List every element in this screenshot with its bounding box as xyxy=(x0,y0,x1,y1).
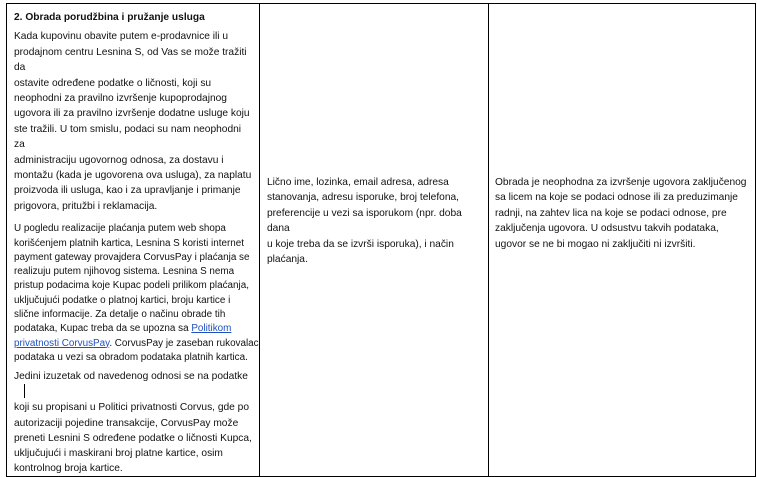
paragraph-text: podataka, Kupac treba da se upozna sa xyxy=(14,323,189,335)
paragraph-line: U pogledu realizacije plaćanja putem web shopa xyxy=(14,223,226,235)
paragraph-line xyxy=(14,322,253,336)
legal-basis-cell xyxy=(489,4,756,477)
section-heading: 2. Obrada porudžbina i pružanje usluga xyxy=(14,12,205,23)
paragraph-line: podataka u vezi sa obradom podataka platnih kartica. xyxy=(14,351,248,363)
paragraph-orders: Kada kupovinu obavite putem e-prodavnice ili u prodajnom centru Lesnina S, od Vas se može tražiti da ostavite određene podatke o ličnosti, koji su neophodni za pravilno izvršenje kupoprodajnog ugovora ili za pravilno izvršenje dodatne usluge koju ste tražili. U tom smislu, podaci su nam neophodni za administraciju ugovornog odnosa, za dostavu i montažu (kada je ugovorena ova usluga), za naplatu proizvoda ili usluga, kao i za upravljanje i primanje prigovora, pritužbi i reklamacija. xyxy=(14,31,252,212)
paragraph-line: pristup podacima koje Kupac podeli prilikom plaćanja, xyxy=(14,280,249,292)
paragraph-payments xyxy=(14,222,259,365)
corvuspay-policy-link-continued[interactable]: privatnosti CorvusPay xyxy=(14,337,110,349)
data-categories-text: Lično ime, lozinka, email adresa, adresa stanovanja, adresu isporuke, broj telefona, preferencije u vezi sa isporukom (npr. doba dana u koje treba da se izvrši isporuka), i način plaćanja. xyxy=(267,177,462,266)
paragraph-line: uključujući podatke o platnoj kartici, broju kartice i xyxy=(14,294,231,306)
purpose-column xyxy=(7,4,259,476)
paragraph-line: korišćenjem platnih kartica, Lesnina S koristi internet xyxy=(14,237,244,249)
paragraph-text: koji su propisani u Politici privatnosti Corvus, gde po autorizaciji pojedine transakcije, CorvusPay može preneti Lesnini S određene podatke o ličnosti Kupca, uključujući i maskirani broj platne kartice, osim kontrolnog broja kartice. xyxy=(14,402,252,474)
paragraph-text: . CorvusPay je zaseban rukovalac xyxy=(109,337,259,349)
paragraph-text: Jedini izuzetak od navedenog odnosi se na podatke xyxy=(14,371,248,383)
data-categories-cell xyxy=(260,4,489,477)
paragraph-exception xyxy=(14,369,253,476)
privacy-policy-table xyxy=(6,3,756,477)
paragraph-line xyxy=(14,337,259,351)
corvuspay-policy-link[interactable]: Politikom xyxy=(191,323,232,335)
legal-basis-text: Obrada je neophodna za izvršenje ugovora zaključenog sa licem na koje se podaci odnose ili za preduzimanje radnji, na zahtev lica na koje se podaci odnose, pre zaključenja ugovora. U odsustvu takvih podataka, ugovor se ne bi mogao ni zaključiti ni izvršiti. xyxy=(495,177,747,250)
text-cursor xyxy=(24,384,25,398)
paragraph-line: realizuju putem njihovog sistema. Lesnina S nema xyxy=(14,266,235,278)
table-row xyxy=(7,4,756,477)
paragraph-line: payment gateway provajdera CorvusPay i plaćanja se xyxy=(14,251,250,263)
purpose-cell xyxy=(7,4,260,477)
paragraph-line: slične informacije. Za detalje o načinu obrade tih xyxy=(14,309,226,321)
